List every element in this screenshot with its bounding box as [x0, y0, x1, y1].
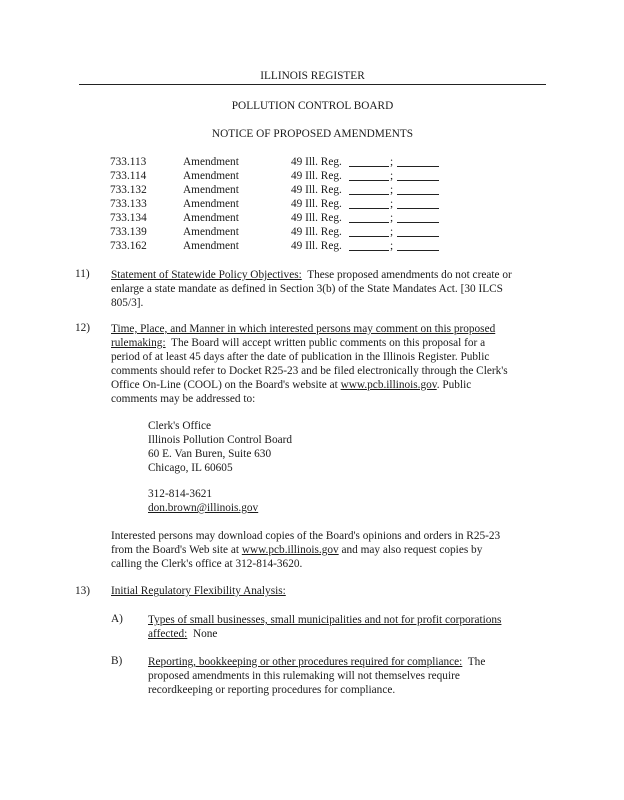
- notice-title: NOTICE OF PROPOSED AMENDMENTS: [211, 128, 414, 140]
- email-address[interactable]: don.brown@illinois.gov: [148, 502, 259, 514]
- item-12-paragraph: [111, 322, 551, 406]
- item-11-number: 11): [75, 268, 90, 280]
- citation-blank-page: [397, 241, 439, 251]
- section-citation: 49 Ill. Reg.: [291, 212, 342, 224]
- item-11-text-2: enlarge a state mandate as defined in Section 3(b) of the State Mandates Act. [30 ILCS: [111, 283, 503, 295]
- item-13a-heading-1: Types of small businesses, small municipalities and not for profit corporations: [148, 614, 502, 626]
- item-11-heading: Statement of Statewide Policy Objectives:: [111, 269, 302, 281]
- citation-blank-volume: [349, 213, 389, 223]
- address-line-1: Clerk's Office: [148, 420, 211, 432]
- citation-separator: ;: [390, 156, 394, 168]
- section-citation: 49 Ill. Reg.: [291, 240, 342, 252]
- section-number: 733.139: [110, 226, 147, 238]
- section-action: Amendment: [183, 156, 239, 168]
- item-12-text-2: The Board will accept written public comments on this proposal for a: [171, 337, 486, 349]
- citation-separator: ;: [390, 170, 394, 182]
- section-action: Amendment: [183, 226, 239, 238]
- section-citation: 49 Ill. Reg.: [291, 226, 342, 238]
- citation-separator: ;: [390, 184, 394, 196]
- item-13b-label: B): [111, 655, 123, 667]
- download-text-2-end: and may also request copies by: [338, 544, 483, 556]
- section-citation: 49 Ill. Reg.: [291, 170, 342, 182]
- address-line-3: 60 E. Van Buren, Suite 630: [148, 448, 272, 460]
- citation-blank-page: [397, 157, 439, 167]
- section-number: 733.133: [110, 198, 147, 210]
- item-12-text-3: period of at least 45 days after the date of publication in the Illinois Register. Public: [111, 351, 490, 363]
- address-line-4: Chicago, IL 60605: [148, 462, 233, 474]
- item-13b-text-3: recordkeeping or reporting procedures for compliance.: [148, 684, 396, 696]
- section-number: 733.114: [110, 170, 147, 182]
- item-12-text-5-end: . Public: [436, 379, 472, 391]
- item-12-text-5: Office On-Line (COOL) on the Board's website at: [111, 379, 341, 391]
- register-title: ILLINOIS REGISTER: [260, 70, 365, 82]
- download-text-2: from the Board's Web site at: [111, 544, 242, 556]
- item-11-paragraph: [111, 268, 551, 310]
- item-12-text-4: comments should refer to Docket R25-23 and be filed electronically through the Clerk's: [111, 365, 508, 377]
- item-12-heading-1: Time, Place, and Manner in which interested persons may comment on this proposed: [111, 323, 496, 335]
- section-citation: 49 Ill. Reg.: [291, 184, 342, 196]
- section-action: Amendment: [183, 212, 239, 224]
- section-number: 733.113: [110, 156, 147, 168]
- citation-blank-page: [397, 213, 439, 223]
- citation-separator: ;: [390, 198, 394, 210]
- address-block: [148, 419, 448, 475]
- item-13-heading: Initial Regulatory Flexibility Analysis:: [111, 585, 286, 597]
- header-rule: [79, 84, 546, 85]
- section-action: Amendment: [183, 170, 239, 182]
- section-citation: 49 Ill. Reg.: [291, 156, 342, 168]
- citation-separator: ;: [390, 212, 394, 224]
- item-13a-heading-2: affected:: [148, 628, 188, 640]
- item-12-text-6: comments may be addressed to:: [111, 393, 256, 405]
- item-13b-heading: Reporting, bookkeeping or other procedures required for compliance:: [148, 656, 463, 668]
- section-number: 733.134: [110, 212, 147, 224]
- section-number: 733.162: [110, 240, 147, 252]
- item-12-heading-2: rulemaking:: [111, 337, 166, 349]
- item-13-number: 13): [75, 585, 91, 597]
- citation-separator: ;: [390, 226, 394, 238]
- download-text-1: Interested persons may download copies of the Board's opinions and orders in R25-23: [111, 530, 501, 542]
- section-action: Amendment: [183, 184, 239, 196]
- citation-blank-page: [397, 227, 439, 237]
- citation-blank-volume: [349, 185, 389, 195]
- citation-separator: ;: [390, 240, 394, 252]
- download-text-3: calling the Clerk's office at 312-814-3620.: [111, 558, 303, 570]
- item-13a-value: None: [192, 628, 218, 640]
- item-11-text-1: These proposed amendments do not create or: [307, 269, 512, 281]
- email-link[interactable]: [148, 502, 258, 514]
- section-number: 733.132: [110, 184, 147, 196]
- item-11-text-3: 805/3].: [111, 297, 144, 309]
- citation-blank-volume: [349, 241, 389, 251]
- section-action: Amendment: [183, 198, 239, 210]
- download-paragraph: [111, 529, 551, 571]
- pcb-website-link-2[interactable]: www.pcb.illinois.gov: [241, 544, 339, 556]
- section-citation: 49 Ill. Reg.: [291, 198, 342, 210]
- section-action: Amendment: [183, 240, 239, 252]
- item-13a-label: A): [111, 613, 123, 625]
- pcb-website-link[interactable]: www.pcb.illinois.gov: [340, 379, 437, 391]
- item-13b-text-2: proposed amendments in this rulemaking will not themselves require: [148, 670, 460, 682]
- item-13b-paragraph: [148, 655, 548, 697]
- item-12-number: 12): [75, 322, 91, 334]
- address-line-2: Illinois Pollution Control Board: [148, 434, 293, 446]
- item-13b-text-1: The: [467, 656, 486, 668]
- board-name: POLLUTION CONTROL BOARD: [231, 100, 394, 112]
- citation-blank-page: [397, 185, 439, 195]
- citation-blank-volume: [349, 157, 389, 167]
- citation-blank-page: [397, 199, 439, 209]
- citation-blank-volume: [349, 171, 389, 181]
- phone-number: 312-814-3621: [148, 488, 213, 500]
- citation-blank-page: [397, 171, 439, 181]
- item-13a-paragraph: [148, 613, 548, 641]
- citation-blank-volume: [349, 227, 389, 237]
- item-13-heading-wrap: [111, 585, 286, 597]
- citation-blank-volume: [349, 199, 389, 209]
